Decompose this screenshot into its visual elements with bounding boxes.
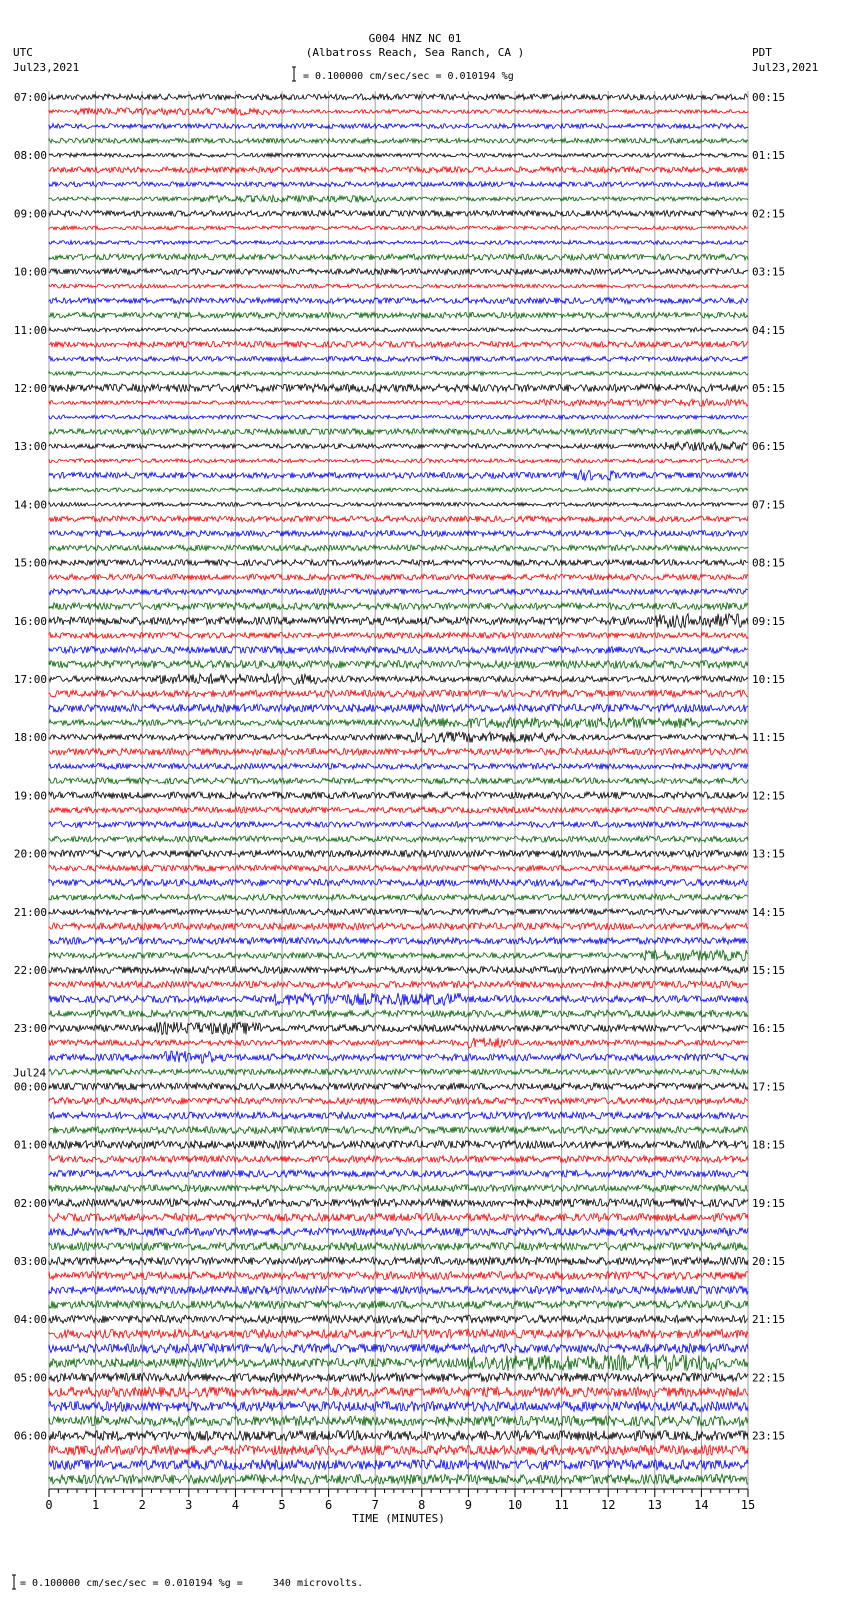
pdt-hour-label: 07:15 xyxy=(752,498,786,512)
utc-hour-label: 19:00 xyxy=(13,789,47,803)
x-tick-label: 3 xyxy=(185,1498,193,1512)
seismic-trace xyxy=(49,516,748,522)
pdt-hour-label: 02:15 xyxy=(752,207,786,221)
x-tick-label: 13 xyxy=(647,1498,663,1512)
seismic-trace xyxy=(49,865,748,871)
seismic-trace xyxy=(49,182,748,187)
seismic-trace xyxy=(49,241,748,245)
seismic-trace xyxy=(49,614,748,628)
x-tick-label: 6 xyxy=(324,1498,333,1512)
utc-hour-label: 07:00 xyxy=(13,91,47,104)
seismic-trace xyxy=(49,94,748,100)
seismic-trace xyxy=(49,923,748,930)
x-tick-label: 9 xyxy=(464,1498,473,1512)
pdt-hour-label: 18:15 xyxy=(752,1138,786,1152)
seismic-trace xyxy=(49,195,748,202)
seismic-trace xyxy=(49,1199,748,1207)
seismic-trace xyxy=(49,108,748,115)
seismic-trace xyxy=(49,763,748,769)
utc-hour-label: 00:00 xyxy=(13,1080,47,1094)
utc-hour-label: 03:00 xyxy=(13,1255,47,1268)
pdt-hour-label: 10:15 xyxy=(752,673,786,686)
seismic-trace xyxy=(49,1083,748,1090)
seismic-trace xyxy=(49,937,748,944)
seismic-trace xyxy=(49,603,748,610)
utc-hour-label: 17:00 xyxy=(13,673,47,686)
seismic-trace xyxy=(49,1373,748,1382)
pdt-hour-label: 23:15 xyxy=(752,1429,786,1443)
pdt-hour-label: 08:15 xyxy=(752,556,786,570)
seismic-trace xyxy=(49,1272,748,1280)
seismic-trace xyxy=(49,1474,748,1484)
seismic-trace xyxy=(49,1301,748,1309)
seismic-trace xyxy=(49,1355,748,1371)
station-title: G004 HNZ NC 01 xyxy=(368,32,462,45)
seismic-trace xyxy=(49,1387,748,1397)
right-date: Jul23,2021 xyxy=(752,61,819,74)
seismic-trace xyxy=(49,1257,748,1265)
seismic-trace xyxy=(49,442,748,451)
seismic-trace xyxy=(49,1228,748,1236)
seismic-trace xyxy=(49,488,748,492)
seismic-trace xyxy=(49,1445,748,1455)
seismic-trace xyxy=(49,470,748,481)
seismic-trace xyxy=(49,356,748,361)
seismic-trace xyxy=(49,429,748,435)
pdt-hour-label: 01:15 xyxy=(752,149,786,163)
utc-hour-label: 18:00 xyxy=(13,731,47,745)
seismic-trace xyxy=(49,1127,748,1134)
seismic-trace xyxy=(49,1170,748,1177)
pdt-hour-label: 12:15 xyxy=(752,789,786,803)
seismic-trace xyxy=(49,909,748,915)
seismic-trace xyxy=(49,531,748,537)
seismic-trace xyxy=(49,226,748,230)
seismic-trace xyxy=(49,1051,748,1063)
seismic-trace xyxy=(49,210,748,216)
seismic-trace xyxy=(49,1460,748,1470)
utc-hour-label: 11:00 xyxy=(13,323,47,337)
seismic-trace xyxy=(49,690,748,697)
pdt-hour-label: 09:15 xyxy=(752,614,786,628)
seismic-trace xyxy=(49,807,748,813)
seismic-trace xyxy=(49,1069,748,1075)
utc-hour-label: 02:00 xyxy=(13,1196,47,1210)
seismic-trace xyxy=(49,632,748,638)
seismic-trace xyxy=(49,415,748,419)
seismic-trace xyxy=(49,1112,748,1119)
date-change-label: Jul24 xyxy=(13,1066,47,1080)
x-tick-label: 7 xyxy=(371,1498,379,1512)
utc-hour-label: 10:00 xyxy=(13,265,47,279)
utc-hour-label: 21:00 xyxy=(13,905,47,919)
utc-hour-label: 12:00 xyxy=(13,382,47,395)
seismic-trace xyxy=(49,732,748,743)
x-tick-label: 12 xyxy=(600,1498,616,1512)
seismic-trace xyxy=(49,950,748,961)
utc-hour-label: 14:00 xyxy=(13,498,47,512)
utc-hour-label: 15:00 xyxy=(13,556,47,570)
seismic-trace xyxy=(49,1344,748,1353)
pdt-hour-label: 20:15 xyxy=(752,1255,786,1268)
x-tick-label: 14 xyxy=(694,1498,709,1512)
x-tick-label: 2 xyxy=(138,1498,146,1512)
seismic-trace xyxy=(49,967,748,974)
seismic-trace xyxy=(49,1243,748,1251)
seismic-trace xyxy=(49,1416,748,1426)
seismic-trace xyxy=(49,748,748,755)
seismic-trace xyxy=(49,1010,748,1017)
station-location: (Albatross Reach, Sea Ranch, CA ) xyxy=(305,46,525,59)
seismic-trace xyxy=(49,399,748,406)
seismic-trace xyxy=(49,328,748,332)
seismic-trace xyxy=(49,312,748,318)
pdt-hour-label: 11:15 xyxy=(752,731,786,745)
utc-hour-label: 04:00 xyxy=(13,1313,47,1327)
utc-hour-label: 16:00 xyxy=(13,614,47,628)
utc-hour-label: 06:00 xyxy=(13,1429,47,1443)
seismic-trace xyxy=(49,704,748,712)
seismic-trace xyxy=(49,778,748,784)
pdt-hour-label: 22:15 xyxy=(752,1371,786,1385)
x-axis-title: TIME (MINUTES) xyxy=(352,1512,445,1525)
seismic-trace xyxy=(49,545,748,551)
utc-hour-label: 09:00 xyxy=(13,207,47,221)
pdt-hour-label: 19:15 xyxy=(752,1196,786,1210)
seismic-trace xyxy=(49,1213,748,1221)
seismic-trace xyxy=(49,167,748,173)
utc-hour-label: 22:00 xyxy=(13,964,47,977)
seismic-trace xyxy=(49,153,748,157)
seismic-trace xyxy=(49,459,748,463)
seismic-trace xyxy=(49,836,748,842)
seismic-trace xyxy=(49,502,748,506)
seismic-trace xyxy=(49,1022,748,1034)
x-tick-label: 15 xyxy=(740,1498,756,1512)
seismic-trace xyxy=(49,1098,748,1105)
seismic-trace xyxy=(49,124,748,129)
seismic-trace xyxy=(49,138,748,143)
seismic-trace xyxy=(49,674,748,685)
utc-hour-label: 08:00 xyxy=(13,149,47,163)
seismic-trace xyxy=(49,372,748,376)
seismic-trace xyxy=(49,1141,748,1149)
utc-hour-label: 13:00 xyxy=(13,440,47,454)
seismic-trace xyxy=(49,560,748,566)
seismic-trace xyxy=(49,1431,748,1441)
seismic-trace xyxy=(49,384,748,392)
scale-bar-icon xyxy=(292,67,296,81)
seismic-trace xyxy=(49,661,748,669)
seismic-trace xyxy=(49,1286,748,1294)
seismic-trace xyxy=(49,1156,748,1163)
pdt-hour-label: 04:15 xyxy=(752,323,786,337)
seismic-trace xyxy=(49,894,748,900)
pdt-hour-label: 14:15 xyxy=(752,905,786,919)
seismic-trace xyxy=(49,1315,748,1323)
utc-hour-label: 05:00 xyxy=(13,1371,47,1385)
x-tick-label: 0 xyxy=(45,1498,53,1512)
left-date: Jul23,2021 xyxy=(13,61,80,74)
x-tick-label: 1 xyxy=(91,1498,100,1512)
footer-scale-bar-icon xyxy=(12,1575,16,1589)
pdt-hour-label: 21:15 xyxy=(752,1313,786,1327)
pdt-hour-label: 00:15 xyxy=(752,91,786,104)
utc-hour-label: 01:00 xyxy=(13,1138,47,1152)
pdt-hour-label: 13:15 xyxy=(752,847,786,861)
pdt-hour-label: 06:15 xyxy=(752,440,786,454)
utc-hour-label: 20:00 xyxy=(13,847,47,861)
seismic-trace xyxy=(49,1329,748,1338)
seismic-trace xyxy=(49,1038,748,1048)
seismic-trace xyxy=(49,822,748,828)
seismic-trace xyxy=(49,879,748,886)
pdt-hour-label: 16:15 xyxy=(752,1022,786,1036)
seismic-trace xyxy=(49,993,748,1005)
seismic-trace xyxy=(49,792,748,799)
seismic-trace xyxy=(49,254,748,260)
seismic-trace xyxy=(49,1185,748,1192)
pdt-hour-label: 17:15 xyxy=(752,1080,786,1094)
seismic-trace xyxy=(49,717,748,728)
utc-hour-label: 23:00 xyxy=(13,1022,47,1036)
pdt-hour-label: 05:15 xyxy=(752,382,786,395)
seismic-trace xyxy=(49,269,748,275)
seismic-trace xyxy=(49,1402,748,1412)
seismic-trace xyxy=(49,850,748,857)
pdt-hour-label: 03:15 xyxy=(752,265,786,279)
right-timezone: PDT xyxy=(752,46,772,59)
seismic-trace xyxy=(49,646,748,653)
x-tick-label: 4 xyxy=(231,1498,240,1512)
seismic-trace xyxy=(49,981,748,988)
left-timezone: UTC xyxy=(13,46,33,59)
x-tick-label: 5 xyxy=(278,1498,286,1512)
x-tick-label: 8 xyxy=(418,1498,426,1512)
seismic-trace xyxy=(49,284,748,288)
seismic-trace xyxy=(49,341,748,347)
x-tick-label: 11 xyxy=(554,1498,569,1512)
scale-text: = 0.100000 cm/sec/sec = 0.010194 %g xyxy=(303,71,514,82)
footer-scale-text: = 0.100000 cm/sec/sec = 0.010194 %g = 340 microvolts. xyxy=(20,1578,364,1589)
seismic-trace xyxy=(49,298,748,304)
seismic-trace xyxy=(49,589,748,595)
x-tick-label: 10 xyxy=(507,1498,523,1512)
pdt-hour-label: 15:15 xyxy=(752,964,786,977)
seismic-trace xyxy=(49,574,748,580)
